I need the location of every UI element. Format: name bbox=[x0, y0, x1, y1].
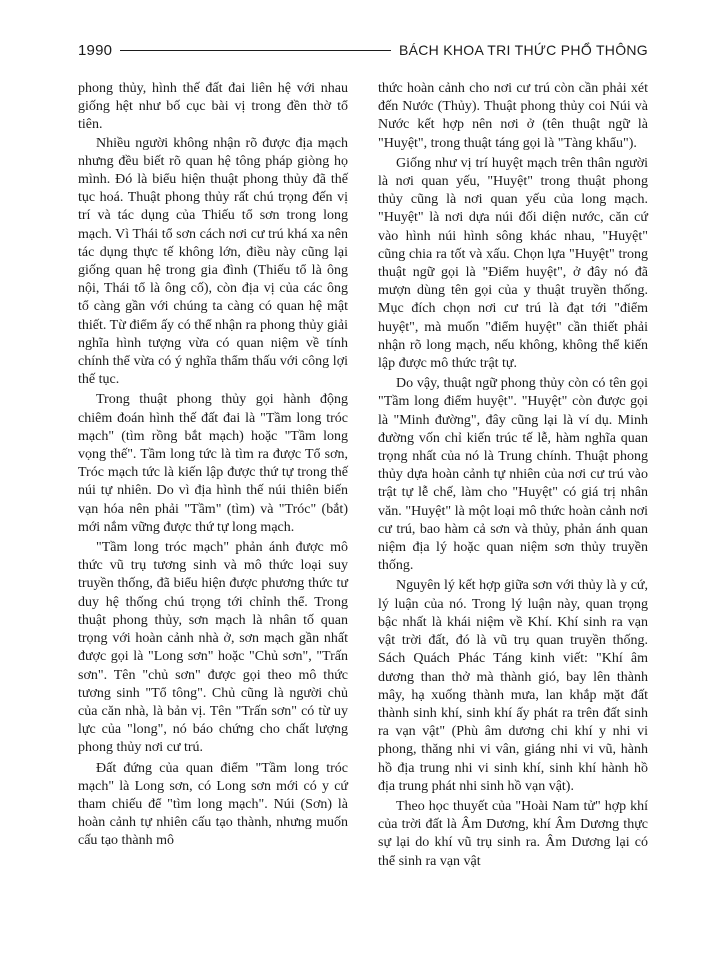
paragraph: "Tầm long tróc mạch" phản ánh được mô thức vũ trụ tương sinh và mô thức loại suy truyền thống, đã biểu hiện được phương thức tư duy hệ thống chú trọng tới chỉnh thể. Trong thuật phong thủy, sơn mạch là nhân tố quan trọng với hoàn cảnh nhà ở, sơn mạch gần nhất được gọi là "Long sơn" hoặc "Chủ sơn", "Trấn sơn". Tên "chủ sơn" được gọi theo mô thức tương sinh "Tổ tông". Chủ cũng là người chủ của căn nhà, là bản vị. Tên "Trấn sơn" có từ uy lực của "long", nó báo chứng cho chất lượng phong thủy nơi cư trú. bbox=[78, 540, 348, 756]
paragraph: Nhiều người không nhận rõ được địa mạch nhưng đều biết rõ quan hệ tông pháp giòng họ mình. Đó là biểu hiện thuật phong thủy đã thế tục hoá. Thuật phong thủy rất chú trọng đến vị trí và tác dụng của Thiếu tổ sơn trong long mạch. Vì Thái tổ sơn cách nơi cư trú khá xa nên tác dụng thực tế không lớn, điều này cũng lại giống quan hệ trong gia đình (Thiếu tổ là ông nội, Thái tổ là ông cố), còn địa vị của các ông tổ càng gần với chúng ta càng có quan hệ mật thiết. Từ điểm ấy có thể nhận ra phong thủy giải nghĩa hình tượng vừa có quan niệm về tính chính thể vừa có ý nghĩa thẩm thấu với công lợi thế tục. bbox=[78, 135, 348, 388]
left-column bbox=[78, 80, 348, 851]
paragraph: Giống như vị trí huyệt mạch trên thân người là nơi quan yếu, "Huyệt" trong thuật phong thủy cũng là nơi quan yếu của long mạch. "Huyệt" là nơi dựa núi đối diện nước, căn cứ vào hình núi hình sông khác nhau, "Huyệt" cũng chia ra tốt và xấu. Chọn lựa "Huyệt" trong thuật ngữ gọi là "Điểm huyệt", ở đây nó đã mượn dùng tên gọi của y thuật truyền thống. Mục đích chọn nơi cư trú là đạt tới "điểm huyệt", mà muốn "điểm huyệt" cần thiết phải nhận rõ long mạch, nếu không, không thể kiến lập được mô thức trật tự. bbox=[378, 155, 648, 372]
page-number: 1990 bbox=[78, 41, 113, 59]
paragraph: Đất đứng của quan điểm "Tầm long tróc mạch" là Long sơn, có Long sơn mới có y cứ tham chiếu để "tìm long mạch". Núi (Sơn) là hoàn cảnh tự nhiên cấu tạo thành, nhưng muốn cấu tạo thành mô bbox=[78, 760, 348, 849]
paragraph: Do vậy, thuật ngữ phong thủy còn có tên gọi "Tầm long điểm huyệt". "Huyệt" còn được gọi là "Minh đường", đây cũng lại là ví dụ. Minh đường vốn chỉ kiến trúc tế lễ, hàm nghĩa quan trọng nhất của nó là Trung chính. Thuật phong thủy dựa hoàn cảnh tự nhiên của nơi cư trú vào trật tự lễ chế, làm cho "Huyệt" có giá trị nhân văn. "Huyệt" là một loại mô thức hoàn cảnh nơi cư trú, bao hàm cả sơn và thủy, phản ánh quan niệm địa lý hoặc quan niệm sơn thủy truyền thống. bbox=[378, 376, 648, 574]
paragraph: thức hoàn cảnh cho nơi cư trú còn cần phải xét đến Nước (Thủy). Thuật phong thủy coi Núi và Nước kết hợp nên nơi ở (tên thuật ngữ là "Huyệt", trong thuật táng gọi là "Tàng khẩu"). bbox=[378, 81, 648, 151]
paragraph: Nguyên lý kết hợp giữa sơn với thủy là y cứ, lý luận của nó. Trong lý luận này, quan trọng bậc nhất là khái niệm về Khí. Khí sinh ra vạn vật trời đất, đó là vũ trụ quan truyền thống. Sách Quách Phác Táng kinh viết: "Khí âm dương than thở mà thành gió, bay lên thành mây, hạ xuống thành mưa, lan khắp mặt đất thành sinh khí, sinh khí ấy phát ra trên đất sinh ra vạn vật" (Phù âm dương chi khí y nhi vi phong, thăng nhi vi vân, giáng nhi vi vũ, hành hồ địa trung nhi vi sinh khí, sinh khí hành hồ địa trung phát nhi sinh hồ vạn vật). bbox=[378, 578, 648, 794]
paragraph: phong thủy, hình thế đất đai liên hệ với nhau giống hệt như bố cục bài vị trong đền thờ tổ tiên. bbox=[78, 81, 348, 133]
paragraph: Trong thuật phong thủy gọi hành động chiêm đoán hình thế đất đai là "Tầm long tróc mạch" (tìm rồng bắt mạch) hoặc "Tầm long vọng thế". Tầm long tức là tìm ra được Tổ sơn, Tróc mạch tức là kiến lập được thứ tự trong thế núi tự nhiên. Do vì địa hình thế núi thiên biến vạn hóa nên phải "Tầm" (tìm) và "Tróc" (bắt) mới nắm vững được thứ tự long mạch. bbox=[78, 392, 348, 535]
right-column bbox=[378, 80, 648, 871]
header-rule bbox=[120, 50, 391, 51]
running-title: BÁCH KHOA TRI THỨC PHỔ THÔNG bbox=[398, 42, 648, 58]
page-header bbox=[78, 38, 648, 62]
paragraph: Theo học thuyết của "Hoài Nam tử" hợp khí của trời đất là Âm Dương, khí Âm Dương thực sự lại do khí vũ trụ sinh ra. Âm Dương lại có thể sinh ra vạn vật bbox=[378, 798, 648, 869]
